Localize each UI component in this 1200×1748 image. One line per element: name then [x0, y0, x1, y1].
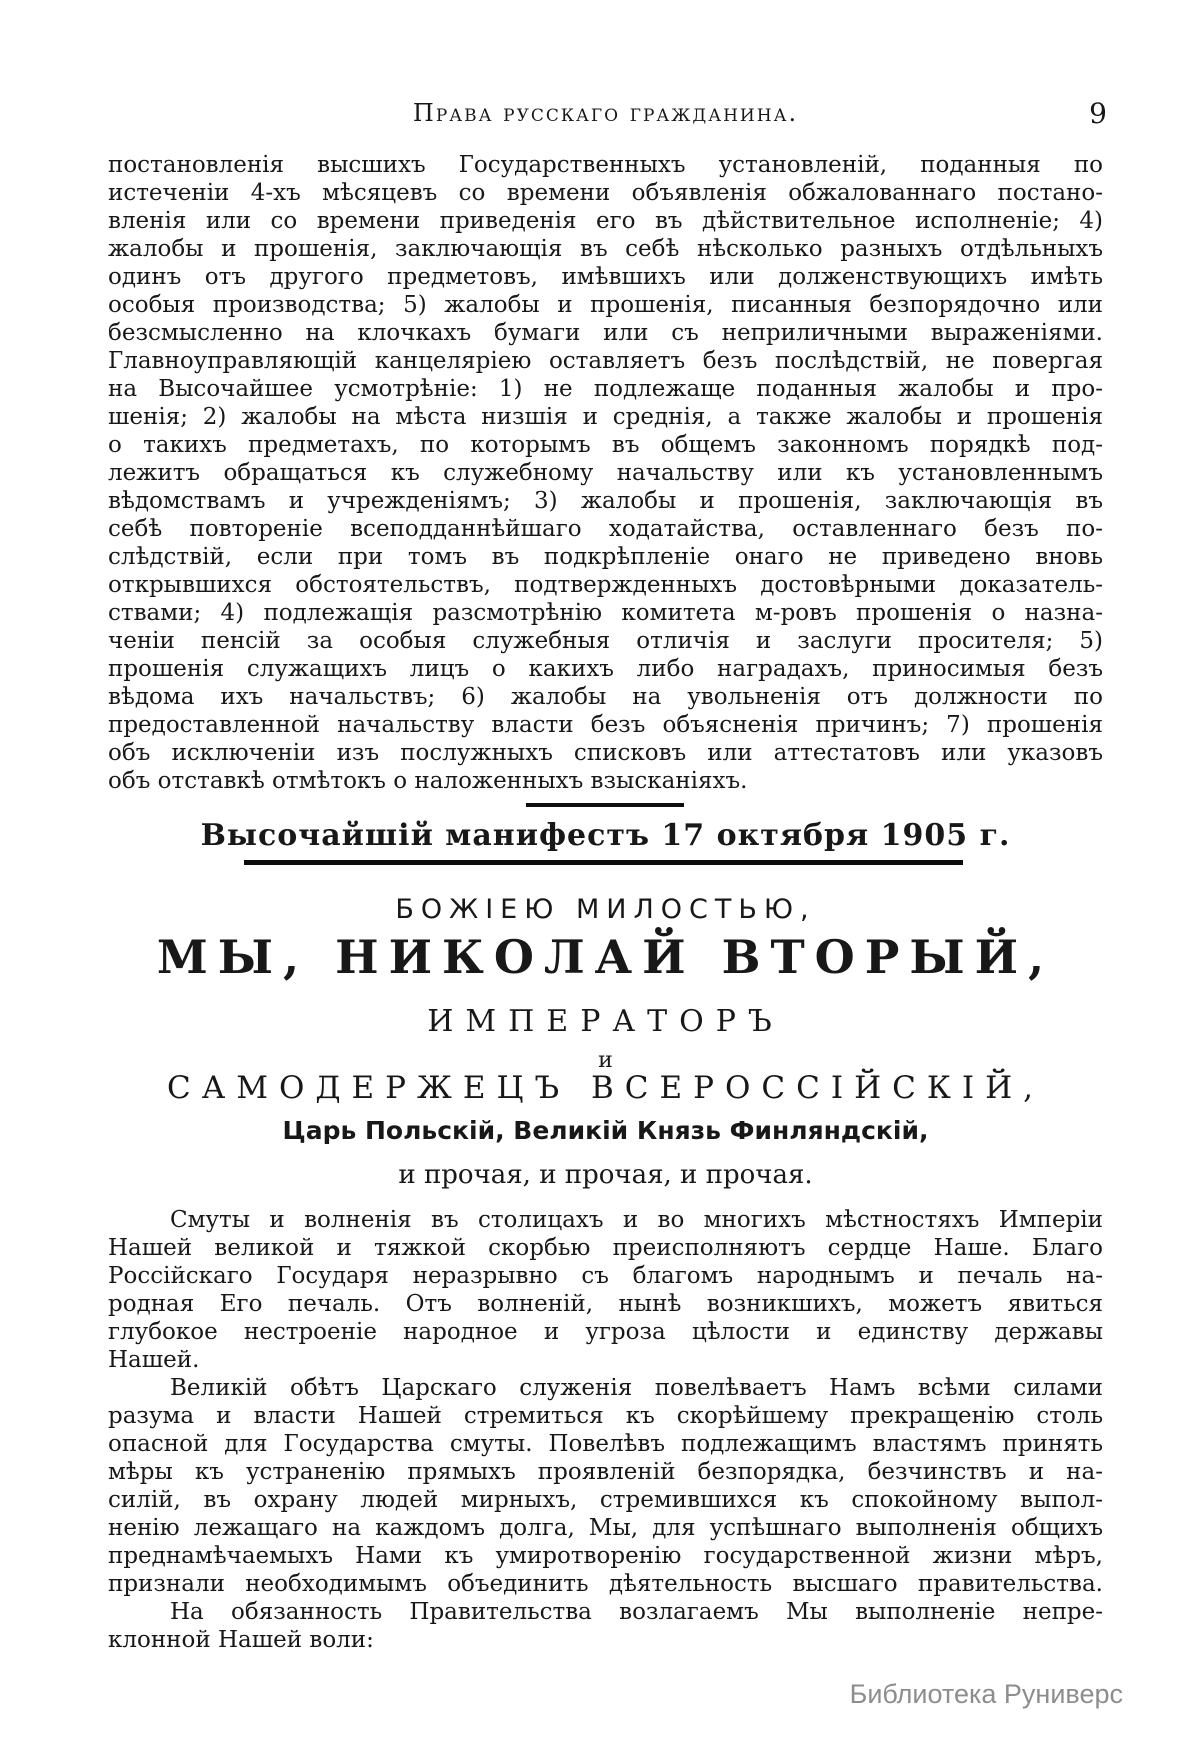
text-line: жалобы и прошенія, заключающія въ себѣ нѣсколько разныхъ отдѣльныхъ	[108, 236, 1103, 262]
text-line: ченіи пенсій за особыя служебныя отличія и заслуги просителя; 5)	[108, 628, 1103, 654]
text-line: глубокое нестроеніе народное и угроза цѣлости и единству державы	[108, 1319, 1103, 1345]
text-line: родная Его печаль. Отъ волненій, нынѣ возникшихъ, можетъ явиться	[108, 1291, 1103, 1317]
conjunction-and: и	[598, 1048, 613, 1073]
text-line: шенія; 2) жалобы на мѣста низшія и среднія, а также жалобы и прошенія	[108, 404, 1103, 430]
text-line: преднамѣчаемыхъ Нами къ умиротворенію государственной жизни мѣръ,	[108, 1543, 1103, 1569]
text-line: о такихъ предметахъ, по которымъ въ общемъ законномъ порядкѣ под-	[108, 432, 1103, 458]
text-line: вѣдомствамъ и учрежденіямъ; 3) жалобы и прошенія, заключающія въ	[108, 488, 1103, 514]
manifesto-paragraph-smuty	[108, 1206, 1103, 1374]
imperial-title-autocrat: САМОДЕРЖЕЦЪ ВСЕРОССІЙСКІЙ,	[167, 1070, 1044, 1106]
running-header-title: Права русскаго гражданина.	[412, 99, 799, 127]
text-line: вѣдома ихъ начальствъ; 6) жалобы на увольненія отъ должности по	[108, 684, 1103, 710]
imperial-name: МЫ, НИКОЛАЙ ВТОРЫЙ,	[156, 930, 1055, 984]
text-line: Великій обѣтъ Царскаго служенія повелѣваетъ Намъ всѣми силами	[170, 1375, 1103, 1401]
invocation-line: БОЖІЕЮ МИЛОСТЬЮ,	[395, 894, 816, 925]
etcetera-line: и прочая, и прочая, и прочая.	[398, 1160, 813, 1190]
text-line: прошенія служащихъ лицъ о какихъ либо наградахъ, приносимыя безъ	[108, 656, 1103, 682]
manifesto-body	[108, 1206, 1103, 1654]
manifesto-paragraph-duty	[108, 1598, 1103, 1654]
text-line: одинъ отъ другого предметовъ, имѣвшихъ или долженствующихъ имѣть	[108, 264, 1103, 290]
section-divider-rule	[526, 803, 684, 807]
text-line: ненію лежащаго на каждомъ долга, Мы, для успѣшнаго выполненія общихъ	[108, 1515, 1103, 1541]
heading-underline-rule	[244, 860, 963, 865]
imperial-title-secondary: Царь Польскій, Великій Князь Финляндскій,	[282, 1116, 929, 1145]
text-line: постановленія высшихъ Государственныхъ установленій, поданныя по	[108, 152, 1103, 178]
text-line: объ отставкѣ отмѣтокъ о наложенныхъ взысканіяхъ.	[108, 768, 748, 794]
text-line: клонной Нашей воли:	[108, 1627, 374, 1653]
text-line: истеченіи 4-хъ мѣсяцевъ со времени объявленія обжалованнаго постано-	[108, 180, 1103, 206]
text-line: особыя производства; 5) жалобы и прошенія, писанныя безпорядочно или	[108, 292, 1103, 318]
text-line: Россійскаго Государя неразрывно съ благомъ народнымъ и печаль на-	[108, 1263, 1103, 1289]
text-line: силій, въ охрану людей мирныхъ, стремившихся къ спокойному выпол-	[108, 1487, 1103, 1513]
text-line: себѣ повтореніе всеподданнѣйшаго ходатайства, оставленнаго безъ по-	[108, 516, 1103, 542]
text-line: объ исключеніи изъ послужныхъ списковъ или аттестатовъ или указовъ	[108, 740, 1103, 766]
text-line: предоставленной начальству власти безъ объясненія причинъ; 7) прошенія	[108, 712, 1103, 738]
text-line: лежитъ обращаться къ служебному начальству или къ установленнымъ	[108, 460, 1103, 486]
text-line: На обязанность Правительства возлагаемъ Мы выполненіе непре-	[170, 1599, 1103, 1625]
manifesto-heading: Высочайшій манифестъ 17 октября 1905 г.	[200, 818, 1011, 853]
page-number: 9	[1089, 97, 1107, 130]
text-line: разума и власти Нашей стремиться къ скорѣйшему прекращенію столь	[108, 1403, 1103, 1429]
text-line: открывшихся обстоятельствъ, подтвержденныхъ достовѣрными доказатель-	[108, 572, 1103, 598]
imperial-title-emperor: ИМПЕРАТОРЪ	[427, 1004, 784, 1039]
continuation-text	[108, 151, 1103, 795]
library-watermark: Библиотека Руниверс	[849, 1679, 1123, 1709]
text-line: опасной для Государства смуты. Повелѣвъ подлежащимъ властямъ принять	[108, 1431, 1103, 1457]
text-line: вленія или со времени приведенія его въ дѣйствительное исполненіе; 4)	[108, 208, 1103, 234]
text-line: Главноуправляющій канцеляріею оставляетъ безъ послѣдствій, не повергая	[108, 348, 1103, 374]
text-line: ствами; 4) подлежащія разсмотрѣнію комитета м-ровъ прошенія о назна-	[108, 600, 1103, 626]
text-line: Нашей.	[108, 1347, 200, 1373]
text-line: на Высочайшее усмотрѣніе: 1) не подлежаще поданныя жалобы и про-	[108, 376, 1103, 402]
text-line: Смуты и волненія въ столицахъ и во многихъ мѣстностяхъ Имперіи	[170, 1207, 1103, 1233]
text-line: безсмысленно на клочкахъ бумаги или съ неприличными выраженіями.	[108, 320, 1103, 346]
text-line: Нашей великой и тяжкой скорбью преисполняютъ сердце Наше. Благо	[108, 1235, 1103, 1261]
text-line: признали необходимымъ объединить дѣятельность высшаго правительства.	[108, 1571, 1103, 1597]
manifesto-paragraph-obet	[108, 1374, 1103, 1598]
text-line: мѣры къ устраненію прямыхъ проявленій безпорядка, безчинствъ и на-	[108, 1459, 1103, 1485]
text-line: слѣдствій, если при томъ въ подкрѣпленіе онаго не приведено вновь	[108, 544, 1103, 570]
